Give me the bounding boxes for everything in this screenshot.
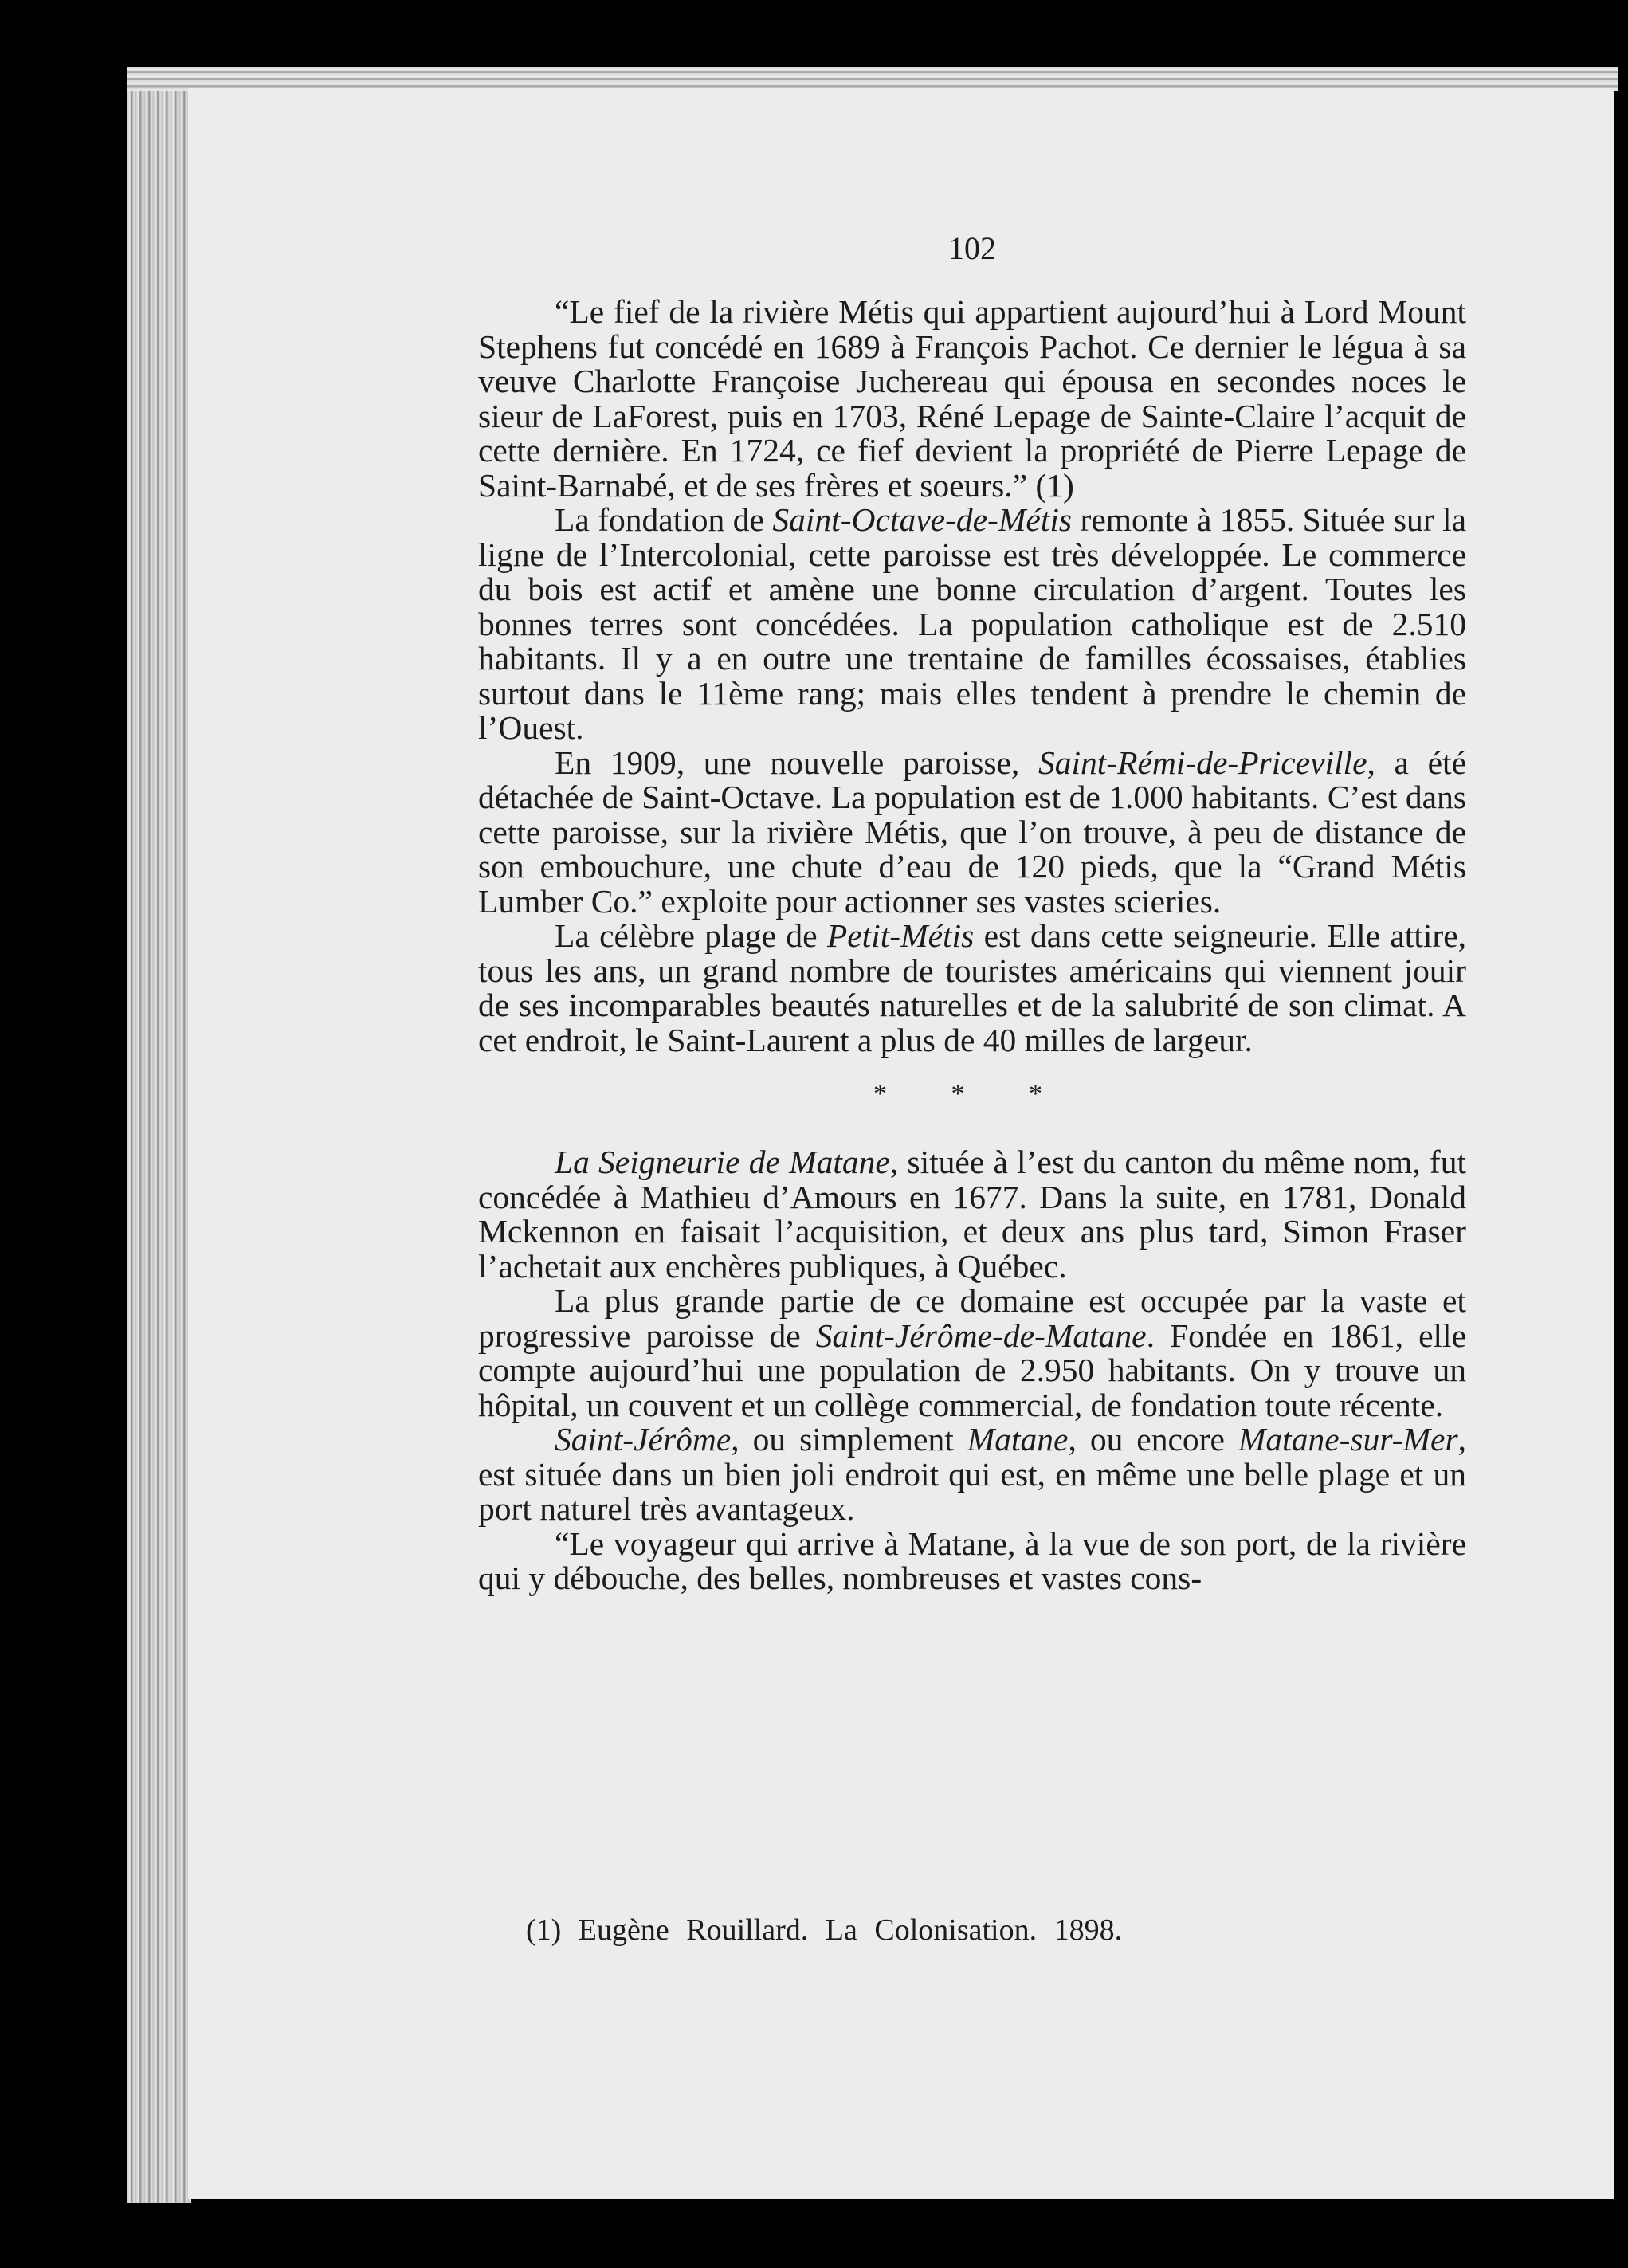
paragraph bbox=[478, 1422, 1466, 1527]
text-run: , ou simplement bbox=[731, 1421, 967, 1458]
italic-text: La Seigneurie de Matane bbox=[555, 1144, 890, 1180]
paragraph bbox=[478, 746, 1466, 920]
paragraph bbox=[478, 1284, 1466, 1422]
text-run: , ou encore bbox=[1068, 1421, 1238, 1458]
italic-text: Matane-sur-Mer bbox=[1238, 1421, 1458, 1458]
page-number: 102 bbox=[948, 230, 996, 266]
footnote: (1) Eugène Rouillard. La Colonisation. 1898. bbox=[526, 1913, 1123, 1947]
paragraph bbox=[478, 503, 1466, 746]
italic-text: Saint-Jérôme bbox=[555, 1421, 732, 1458]
text-run: remonte à 1855. Située sur la ligne de l’Intercolonial, cette paroisse est très développée. Le commerce du bois est actif et amène une bonne circulation d’argent. Toutes les bonnes terres sont concédées. La population catholique est de 2.510 habitants. Il y a en outre une trentaine de familles écossaises, établies surtout dans le 11ème rang; mais elles tendent à prendre le chemin de l’Ouest. bbox=[478, 501, 1466, 746]
text-run: . Fondée en 1861, elle compte aujourd’hui une population de 2.950 habitants. On y trouve un hôpital, un couvent et un collège commercial, de fondation toute récente. bbox=[478, 1316, 1466, 1423]
paragraph bbox=[478, 919, 1466, 1057]
text-run: , a été détachée de Saint-Octave. La population est de 1.000 habitants. C’est dans cette paroisse, sur la rivière Métis, que l’on trouve, à peu de distance de son embouchure, une chute d’eau de 120 pieds, que la “Grand Métis Lumber Co.” exploite pour actionner ses vastes scieries. bbox=[478, 744, 1466, 920]
italic-text: Matane bbox=[967, 1421, 1069, 1458]
text-run: , est située dans un bien joli endroit qui est, en même une belle plage et un port naturel très avantageux. bbox=[478, 1421, 1466, 1527]
italic-text: Saint-Jérôme-de-Matane bbox=[815, 1316, 1147, 1354]
paragraph-list bbox=[478, 295, 1466, 1596]
text-run: La plus grande partie de ce domaine est occupée par la vaste et progressive paroisse de bbox=[478, 1282, 1466, 1354]
italic-text: Saint-Octave-de-Métis bbox=[772, 501, 1073, 538]
italic-text: Petit-Métis bbox=[826, 917, 975, 954]
section-separator: * * * bbox=[873, 1079, 1071, 1108]
text-run: La célèbre plage de bbox=[555, 917, 827, 954]
paragraph bbox=[478, 1145, 1466, 1284]
paragraph bbox=[478, 1524, 1466, 1596]
stacked-page-edges bbox=[127, 67, 191, 2203]
paragraph bbox=[478, 295, 1466, 503]
text-run: “Le fief de la rivière Métis qui appartient aujourd’hui à Lord Mount Stephens fut concédé en 1689 à François Pachot. Ce dernier le légua à sa veuve Charlotte Françoise Juchereau qui épousa en secondes noces le sieur de LaForest, puis en 1703, Réné Lepage de Sainte-Claire l’acquit de cette dernière. En 1724, ce fief devient la propriété de Pierre Lepage de Saint-Barnabé, et de ses frères et soeurs.” (1) bbox=[478, 293, 1466, 504]
italic-text: Saint-Rémi-de-Priceville bbox=[1038, 744, 1367, 781]
text-run: La fondation de bbox=[555, 501, 773, 538]
text-run: est dans cette seigneurie. Elle attire, tous les ans, un grand nombre de touristes américains qui viennent jouir de ses incomparables beautés naturelles et de la salubrité de son climat. A cet endroit, le Saint-Laurent a plus de 40 milles de largeur. bbox=[478, 917, 1467, 1058]
text-run: En 1909, une nouvelle paroisse, bbox=[555, 744, 1038, 781]
page-body bbox=[478, 231, 1466, 1596]
text-run: “Le voyageur qui arrive à Matane, à la vue de son port, de la rivière qui y débouche, des belles, nombreuses et vastes cons- bbox=[478, 1524, 1466, 1596]
text-run: , située à l’est du canton du même nom, fut concédée à Mathieu d’Amours en 1677. Dans la suite, en 1781, Donald Mckennon en faisait l’acquisition, et deux ans plus tard, Simon Fraser l’achetait aux enchères publiques, à Québec. bbox=[478, 1144, 1466, 1285]
